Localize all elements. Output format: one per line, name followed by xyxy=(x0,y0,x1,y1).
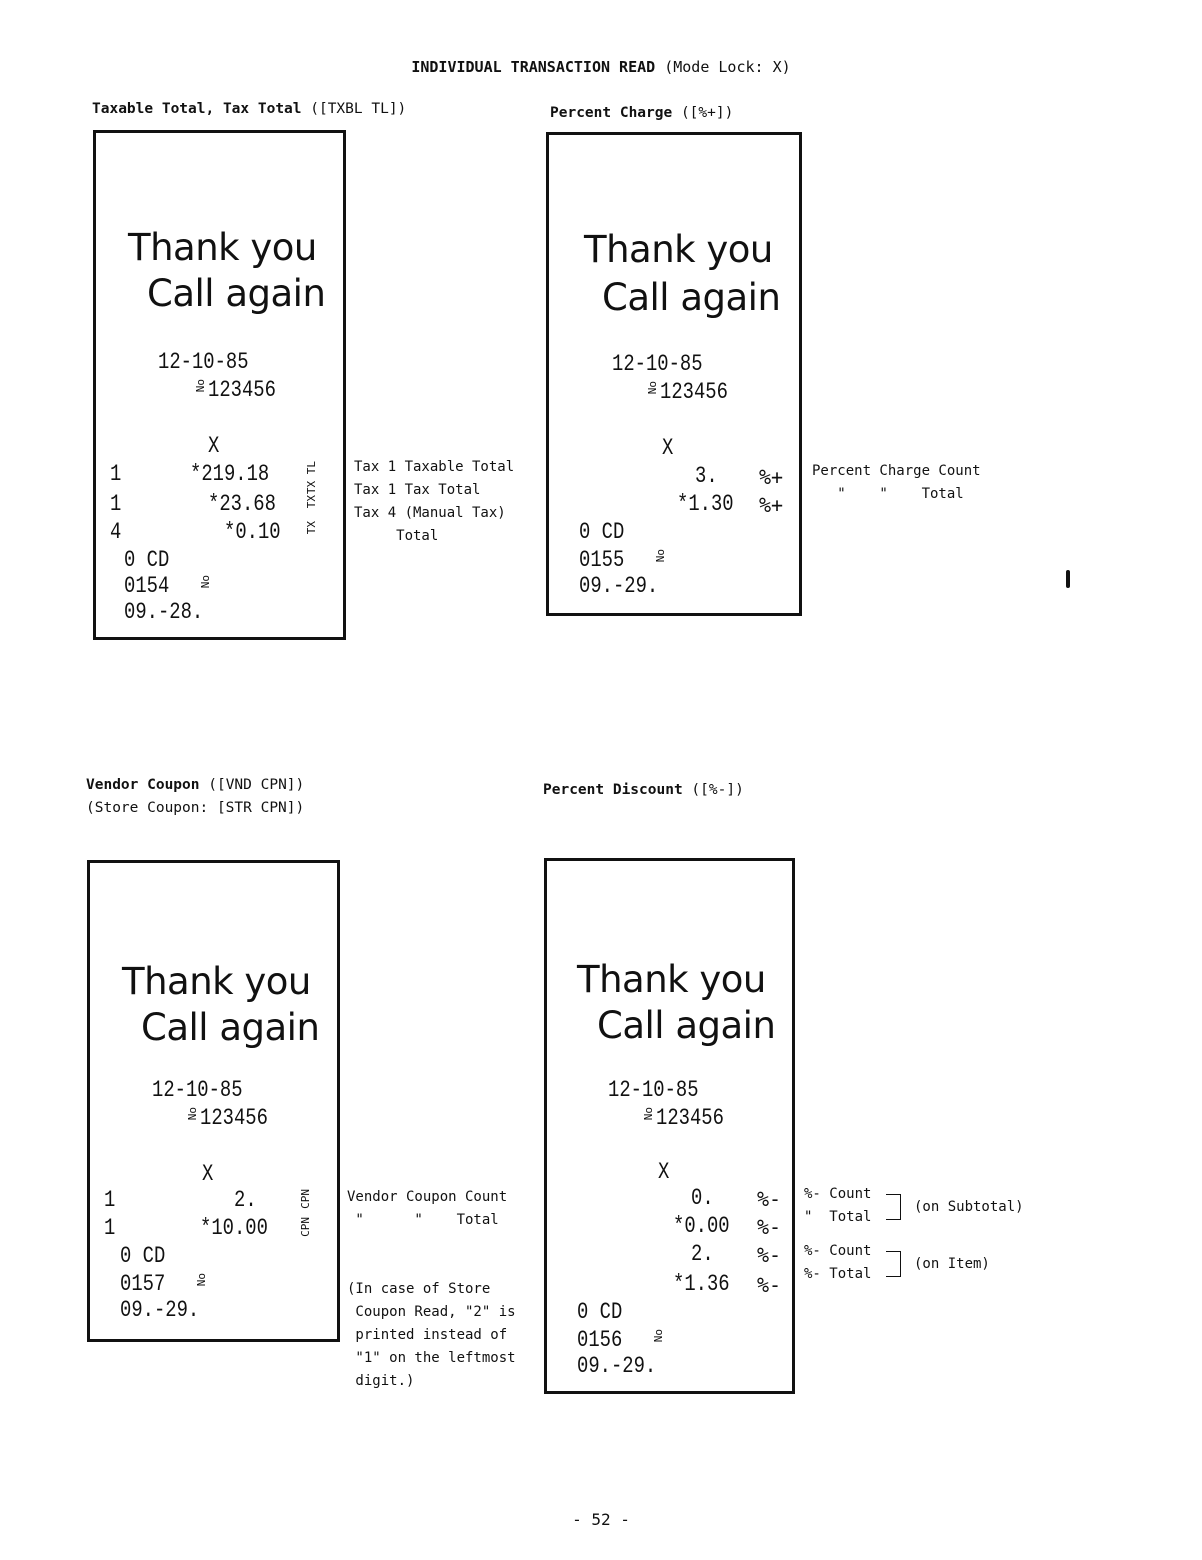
receipt-tail-line: 09.-29. xyxy=(120,1297,200,1323)
receipt-row-left: 1 xyxy=(104,1187,116,1213)
page-title: INDIVIDUAL TRANSACTION READ (Mode Lock: X) xyxy=(411,58,791,76)
receipt-date: 12-10-85 xyxy=(612,351,703,377)
receipt-call-again: Call again xyxy=(141,1006,320,1049)
receipt-taxable-total xyxy=(93,130,346,640)
annotation-discount-subtotal-count: %- Count xyxy=(804,1186,872,1202)
receipt-thank-you: Thank you xyxy=(128,226,317,269)
ink-mark xyxy=(1066,570,1070,588)
receipt-row-value: *219.18 xyxy=(190,461,270,487)
receipt-percent-discount xyxy=(544,858,795,1394)
receipt-date: 12-10-85 xyxy=(608,1077,699,1103)
annotation-vendor-coupon-count: Vendor Coupon Count xyxy=(347,1189,508,1205)
annotation-on-subtotal: (on Subtotal) xyxy=(914,1199,1024,1215)
receipt-percent-charge xyxy=(546,132,802,616)
receipt-mode: X xyxy=(208,433,220,459)
receipt-row-value: 3. xyxy=(695,463,718,489)
receipt-tail-line: 0154 xyxy=(124,573,170,599)
annotation-store-coupon-note: "1" on the leftmost xyxy=(347,1350,516,1366)
receipt-thank-you: Thank you xyxy=(122,960,311,1003)
receipt-row-value: *10.00 xyxy=(200,1215,268,1241)
section-subtitle-store-coupon: (Store Coupon: [STR CPN]) xyxy=(86,800,305,816)
receipt-row-value: *0.00 xyxy=(673,1213,730,1239)
annotation-store-coupon-note: printed instead of xyxy=(347,1327,508,1343)
section-title-percent-discount: Percent Discount ([%-]) xyxy=(543,782,744,798)
annotation-discount-subtotal-total: " Total xyxy=(804,1209,872,1225)
receipt-no-mark: No xyxy=(194,379,207,393)
receipt-row-symbol: TX xyxy=(305,521,318,535)
receipt-tail-line: 0156 xyxy=(577,1327,623,1353)
annotation-on-item: (on Item) xyxy=(914,1256,990,1272)
annotation-vendor-coupon-total: " " Total xyxy=(347,1212,499,1228)
annotation-store-coupon-note: (In case of Store xyxy=(347,1281,491,1297)
receipt-date: 12-10-85 xyxy=(152,1077,243,1103)
receipt-tail-line: 0 CD xyxy=(124,547,170,573)
receipt-tail-line: 0155 xyxy=(579,547,625,573)
receipt-tail-line: 0 CD xyxy=(577,1299,623,1325)
receipt-tail-mark: No xyxy=(195,1273,208,1287)
receipt-tail-line: 09.-29. xyxy=(577,1353,657,1379)
receipt-tail-mark: No xyxy=(652,1329,665,1343)
receipt-no-mark: No xyxy=(646,381,659,395)
annotation-tax1-tax: Tax 1 Tax Total xyxy=(354,482,481,498)
section-title-vendor-coupon: Vendor Coupon ([VND CPN]) xyxy=(86,777,305,793)
receipt-number: 123456 xyxy=(200,1105,268,1131)
receipt-row-value: 2. xyxy=(234,1187,257,1213)
annotation-discount-item-count: %- Count xyxy=(804,1243,872,1259)
annotation-store-coupon-note: digit.) xyxy=(347,1373,415,1389)
receipt-tail-line: 09.-29. xyxy=(579,573,659,599)
receipt-row-left: 1 xyxy=(104,1215,116,1241)
receipt-row-symbol: %- xyxy=(757,1273,782,1297)
receipt-tail-mark: No xyxy=(654,549,667,563)
receipt-tail-line: 0157 xyxy=(120,1271,166,1297)
receipt-row-value: 0. xyxy=(691,1185,714,1211)
receipt-number: 123456 xyxy=(656,1105,724,1131)
receipt-thank-you: Thank you xyxy=(577,958,766,1001)
bracket-subtotal xyxy=(886,1194,901,1220)
section-title-percent-charge: Percent Charge ([%+]) xyxy=(550,105,734,121)
annotation-tax1-taxable: Tax 1 Taxable Total xyxy=(354,459,515,475)
receipt-call-again: Call again xyxy=(602,276,781,319)
receipt-row-value: *23.68 xyxy=(208,491,276,517)
receipt-row-symbol: %+ xyxy=(759,465,784,489)
receipt-date: 12-10-85 xyxy=(158,349,249,375)
receipt-row-value: *1.30 xyxy=(677,491,734,517)
receipt-row-left: 4 xyxy=(110,519,122,545)
annotation-percent-charge-count: Percent Charge Count xyxy=(812,463,981,479)
receipt-tail-line: 09.-28. xyxy=(124,599,204,625)
receipt-number: 123456 xyxy=(660,379,728,405)
receipt-tail-line: 0 CD xyxy=(120,1243,166,1269)
receipt-mode: X xyxy=(202,1161,214,1187)
receipt-row-symbol: %+ xyxy=(759,493,784,517)
receipt-vendor-coupon xyxy=(87,860,340,1342)
receipt-row-left: 1 xyxy=(110,491,122,517)
receipt-row-value: 2. xyxy=(691,1241,714,1267)
receipt-mode: X xyxy=(658,1159,670,1185)
receipt-call-again: Call again xyxy=(597,1004,776,1047)
receipt-number: 123456 xyxy=(208,377,276,403)
receipt-row-symbol: %- xyxy=(757,1243,782,1267)
annotation-tax4-total: Total xyxy=(354,528,439,544)
receipt-no-mark: No xyxy=(186,1107,199,1121)
receipt-mode: X xyxy=(662,435,674,461)
annotation-store-coupon-note: Coupon Read, "2" is xyxy=(347,1304,516,1320)
receipt-row-symbol: CPN xyxy=(299,1217,312,1237)
receipt-thank-you: Thank you xyxy=(584,228,773,271)
receipt-row-symbol: %- xyxy=(757,1215,782,1239)
receipt-row-symbol: CPN xyxy=(299,1189,312,1209)
receipt-row-value: *0.10 xyxy=(224,519,281,545)
receipt-row-left: 1 xyxy=(110,461,122,487)
receipt-tail-line: 0 CD xyxy=(579,519,625,545)
annotation-discount-item-total: %- Total xyxy=(804,1266,872,1282)
receipt-tail-mark: No xyxy=(199,575,212,589)
receipt-row-value: *1.36 xyxy=(673,1271,730,1297)
annotation-tax4-manual: Tax 4 (Manual Tax) xyxy=(354,505,506,521)
receipt-row-symbol: TX TL xyxy=(305,461,318,495)
receipt-no-mark: No xyxy=(642,1107,655,1121)
section-title-taxable-total: Taxable Total, Tax Total ([TXBL TL]) xyxy=(92,101,407,117)
receipt-row-symbol: %- xyxy=(757,1187,782,1211)
bracket-item xyxy=(886,1251,901,1277)
receipt-call-again: Call again xyxy=(147,272,326,315)
receipt-row-symbol: TX xyxy=(305,495,318,509)
page-number: - 52 - xyxy=(572,1510,630,1529)
annotation-percent-charge-total: " " Total xyxy=(812,486,964,502)
